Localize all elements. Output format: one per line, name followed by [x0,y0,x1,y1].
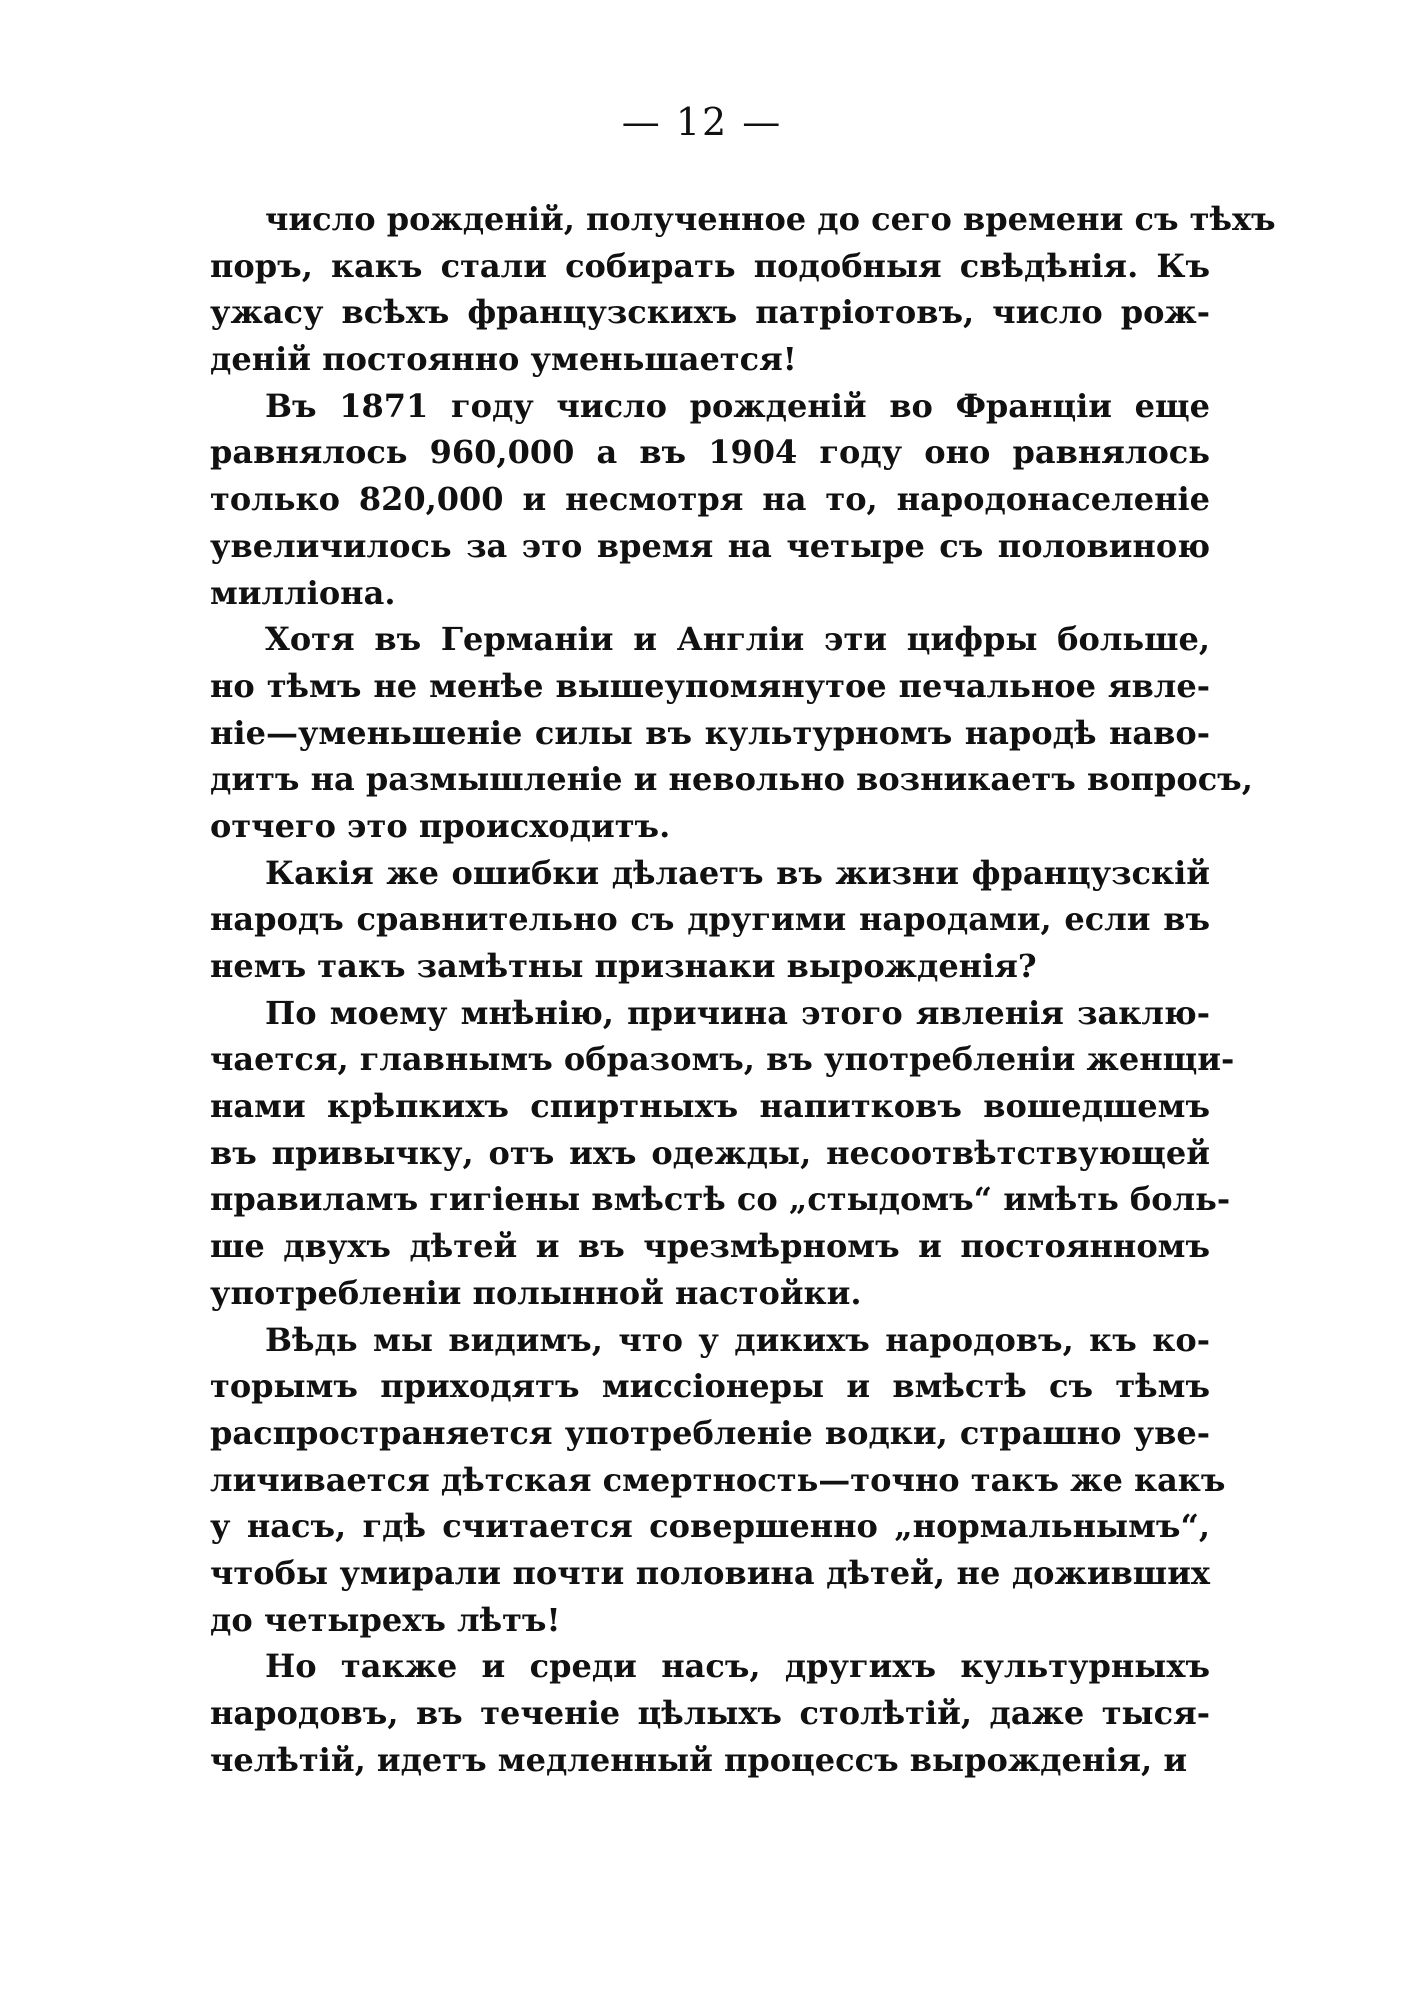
text-line: увеличилось за это время на четыре съ половиною [210,526,1210,565]
text-line: чтобы умирали почти половина дѣтей, не доживших [210,1553,1210,1592]
paragraph [210,196,1276,383]
text-line: употребленіи полынной настойки. [210,1273,862,1312]
text-line: число рожденій, полученное до сего времени съ тѣхъ [265,200,1276,238]
text-line: Какія же ошибки дѣлаетъ въ жизни французскій [265,853,1210,892]
body-text [210,196,1276,1783]
text-line: въ привычку, отъ ихъ одежды, несоотвѣтствующей [210,1133,1210,1172]
text-line: По моему мнѣнію, причина этого явленія заклю- [265,993,1210,1032]
text-line: челѣтій, идетъ медленный процессъ вырожденія, и [210,1740,1188,1779]
paragraph [210,383,1210,616]
text-line: отчего это происходитъ. [210,806,671,845]
paragraph [210,616,1253,849]
paragraph [210,1643,1210,1783]
text-line: но тѣмъ не менѣе вышеупомянутое печальное явле- [210,666,1210,705]
text-line: распространяется употребленіе водки, страшно уве- [210,1413,1210,1452]
text-line: нами крѣпкихъ спиртныхъ напитковъ вошедшемъ [210,1087,1210,1126]
text-line: поръ, какъ стали собирать подобныя свѣдѣнія. Къ [210,246,1210,285]
text-line: ше двухъ дѣтей и въ чрезмѣрномъ и постоянномъ [210,1227,1210,1266]
text-line: равнялось 960,000 а въ 1904 году оно равнялось [210,433,1210,472]
text-line: чается, главнымъ образомъ, въ употребленіи женщи- [210,1040,1235,1079]
text-line: дитъ на размышленіе и невольно возникаетъ вопросъ, [210,760,1253,799]
paragraph [210,990,1235,1317]
text-line: народъ сравнительно съ другими народами, если въ [210,900,1210,939]
text-line: личивается дѣтская смертность—точно такъ же какъ [210,1460,1226,1499]
text-line: у насъ, гдѣ считается совершенно „нормальнымъ“, [210,1507,1210,1546]
text-line: до четырехъ лѣтъ! [210,1600,561,1639]
text-line: Въ 1871 году число рожденій во Франціи еще [265,386,1210,425]
text-line: народовъ, въ теченіе цѣлыхъ столѣтій, даже тыся- [210,1694,1210,1732]
text-line: деній постоянно уменьшается! [210,340,797,379]
text-line: ужасу всѣхъ французскихъ патріотовъ, число рож- [210,293,1210,332]
text-line: торымъ приходятъ миссіонеры и вмѣстѣ съ тѣмъ [210,1367,1210,1406]
paragraph [210,1317,1226,1644]
text-line: ніе—уменьшеніе силы въ культурномъ народѣ наво- [210,713,1210,752]
page-number: — 12 — [621,100,783,144]
text-line: Хотя въ Германіи и Англіи эти цифры больше, [265,620,1210,659]
text-line: немъ такъ замѣтны признаки вырожденія? [210,947,1037,985]
paragraph [210,850,1210,990]
text-line: Вѣдь мы видимъ, что у дикихъ народовъ, къ ко- [265,1320,1210,1359]
text-line: только 820,000 и несмотря на то, народонаселеніе [210,480,1210,519]
text-line: милліона. [210,573,396,612]
text-line: правиламъ гигіены вмѣстѣ со „стыдомъ“ имѣть боль- [210,1180,1231,1219]
text-line: Но также и среди насъ, другихъ культурныхъ [265,1647,1210,1686]
